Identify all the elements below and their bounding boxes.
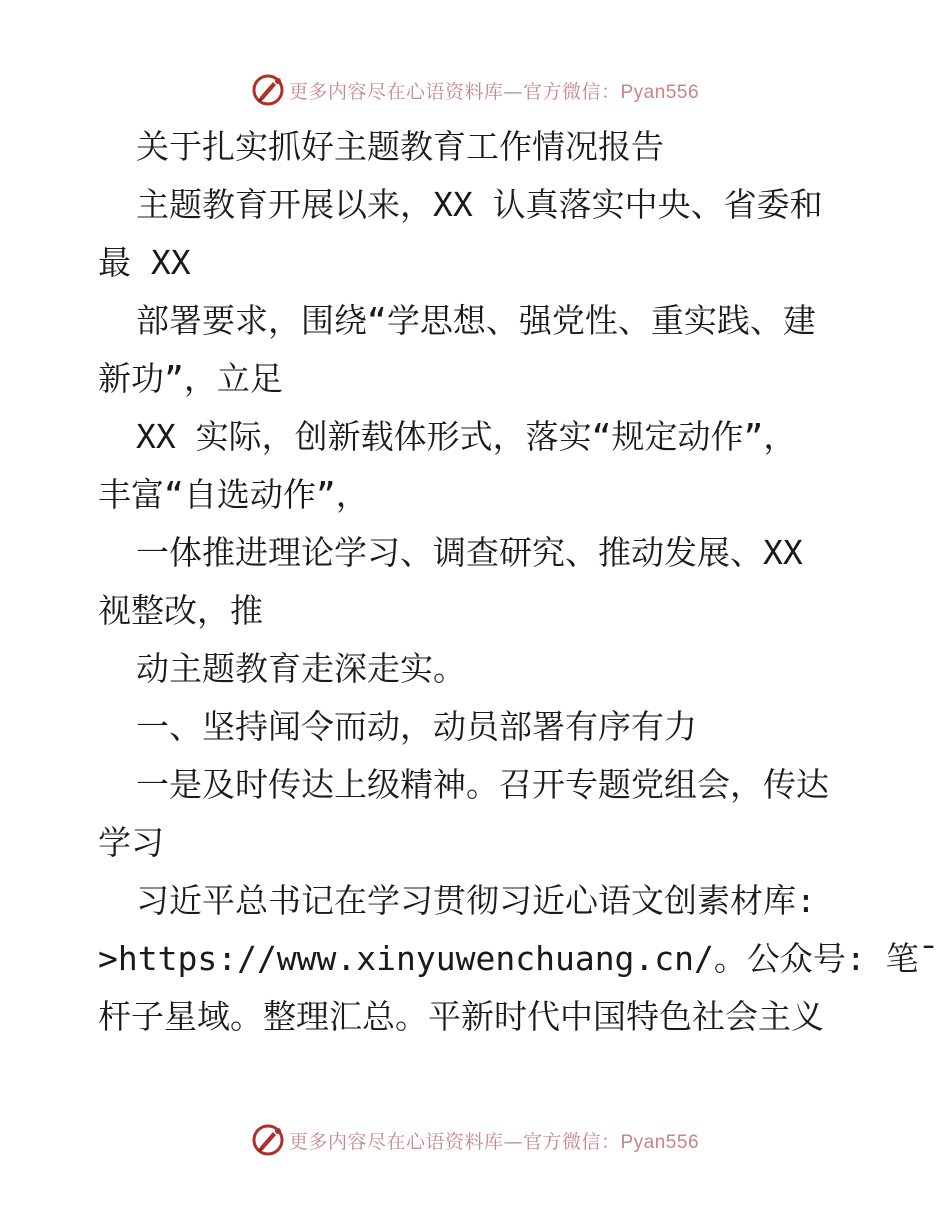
wechat-id: Pyan556 (620, 81, 700, 103)
section-heading: 一、坚持闻令而动，动员部署有序有力 (136, 707, 697, 746)
paragraph-line: 一体推进理论学习、调查研究、推动发展、XX (136, 533, 803, 572)
wechat-label: 官方微信： (522, 80, 621, 103)
brand-text: 更多内容尽在心语资料库 (288, 80, 504, 103)
paragraph-line: 新功”，立足 (98, 359, 283, 398)
header-banner-text (289, 77, 699, 104)
wechat-label: 官方微信： (522, 1130, 621, 1153)
footer-banner (0, 1120, 950, 1160)
paragraph-line: 动主题教育走深走实。 (136, 649, 466, 688)
header-banner (0, 70, 950, 110)
paragraph-line: XX 实际，创新载体形式，落实“规定动作”， (136, 417, 797, 456)
paragraph-line: 一是及时传达上级精神。召开专题党组会，传达 (136, 765, 829, 804)
paragraph-line: 杆子星域。整理汇总。平新时代中国特色社会主义 (98, 997, 824, 1036)
paragraph-line: 主题教育开展以来，XX 认真落实中央、省委和 (136, 185, 823, 224)
wechat-id: Pyan556 (620, 1131, 700, 1153)
paragraph-line: >https://www.xinyuwenchuang.cn/。公众号: 笔¯ (98, 939, 939, 978)
paragraph-line: 视整改，推 (98, 591, 263, 630)
pen-logo-icon (251, 73, 285, 107)
pen-logo-icon (251, 1123, 285, 1157)
footer-banner-text (289, 1127, 699, 1154)
paragraph-line: 习近平总书记在学习贯彻习近心语文创素材库: (136, 881, 816, 920)
brand-text: 更多内容尽在心语资料库 (288, 1130, 504, 1153)
paragraph-line: 最 XX (98, 243, 191, 282)
document-title: 关于扎实抓好主题教育工作情况报告 (136, 127, 664, 166)
paragraph-line: 学习 (98, 823, 164, 862)
paragraph-line: 丰富“自选动作”， (98, 475, 369, 514)
paragraph-line: 部署要求，围绕“学思想、强党性、重实践、建 (136, 301, 816, 340)
separator: — (503, 1130, 523, 1153)
separator: — (503, 80, 523, 103)
